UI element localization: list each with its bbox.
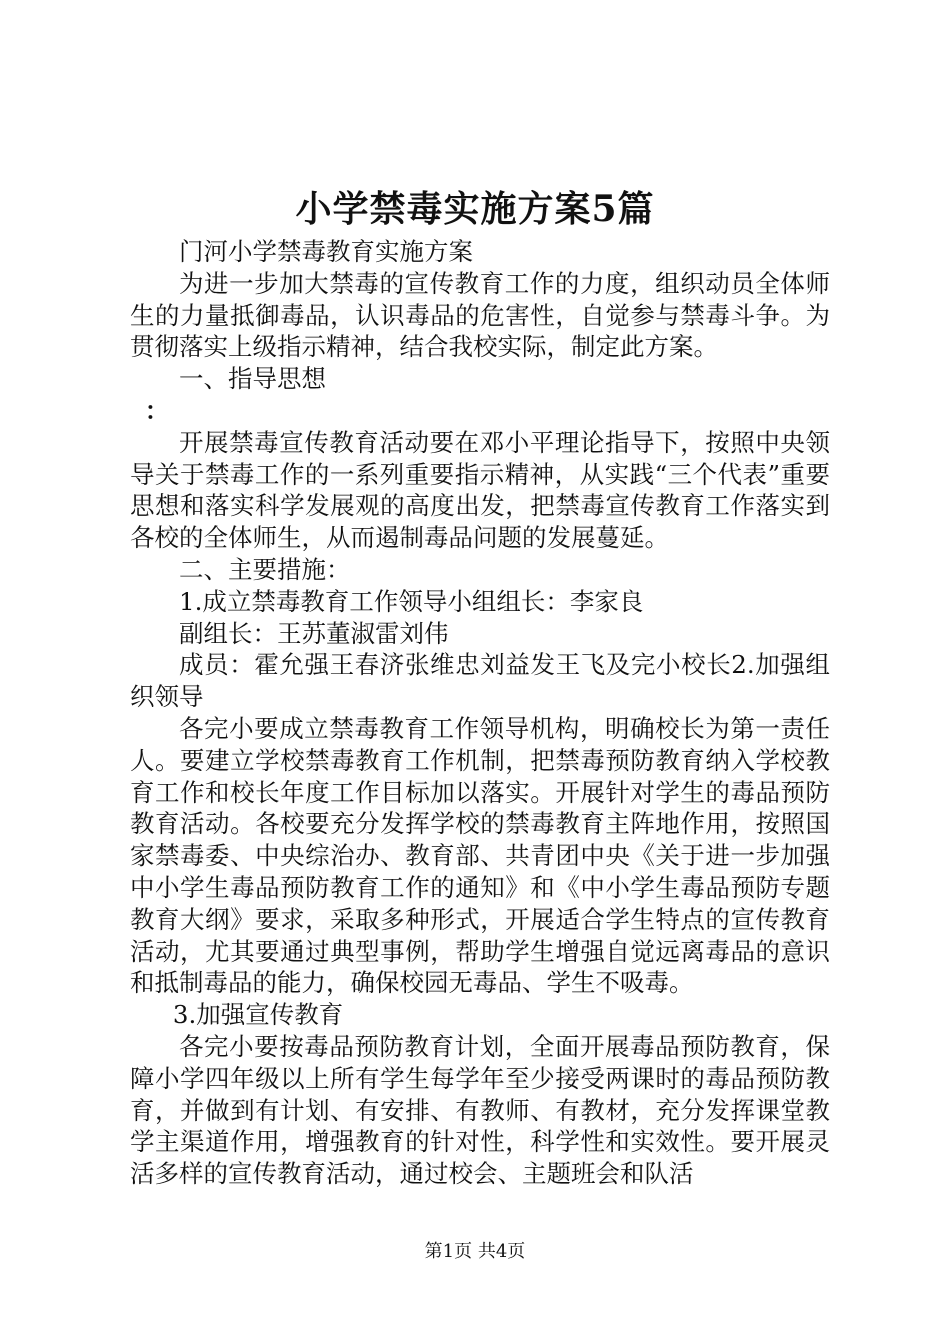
document-body	[130, 236, 830, 1190]
heading-guiding-thought: 一、指导思想	[179, 364, 326, 394]
page-footer: 第1页 共4页	[424, 1241, 526, 1262]
heading-main-measures: 二、主要措施：	[179, 554, 351, 584]
paragraph-colon: ：	[144, 395, 170, 425]
paragraph-deputy-leader: 副组长：王苏董淑雷刘伟	[179, 618, 449, 648]
paragraph-group-leader: 1.成立禁毒教育工作领导小组组长：李家良	[179, 586, 644, 616]
paragraph-intro: 为进一步加大禁毒的宣传教育工作的力度，组织动员全体师生的力量抵御毒品，认识毒品的危害性，自觉参与禁毒斗争。为贯彻落实上级指示精神，结合我校实际，制定此方案。	[130, 268, 830, 362]
paragraph-leadership: 各完小要成立禁毒教育工作领导机构，明确校长为第一责任人。要建立学校禁毒教育工作机制，把禁毒预防教育纳入学校教育工作和校长年度工作目标加以落实。开展针对学生的毒品预防教育活动。各校要充分发挥学校的禁毒教育主阵地作用，按照国家禁毒委、中央综治办、教育部、共青团中央《关于进一步加强中小学生毒品预防教育工作的通知》和《中小学生毒品预防专题教育大纲》要求，采取多种形式，开展适合学生特点的宣传教育活动，尤其要通过典型事例，帮助学生增强自觉远离毒品的意识和抵制毒品的能力，确保校园无毒品、学生不吸毒。	[130, 713, 830, 998]
paragraph-subtitle: 门河小学禁毒教育实施方案	[179, 237, 473, 266]
document-title: 小学禁毒实施方案5篇	[295, 188, 655, 230]
heading-publicity: 3.加强宣传教育	[172, 1000, 344, 1030]
paragraph-publicity: 各完小要按毒品预防教育计划，全面开展毒品预防教育，保障小学四年级以上所有学生每学年至少接受两课时的毒品预防教育，并做到有计划、有安排、有教师、有教材，充分发挥课堂教学主渠道作用，增强教育的针对性，科学性和实效性。要开展灵活多样的宣传教育活动，通过校会、主题班会和队活	[130, 1031, 830, 1189]
paragraph-members: 成员：霍允强王春济张维忠刘益发王飞及完小校长2.加强组织领导	[130, 650, 830, 712]
paragraph-guiding-content: 开展禁毒宣传教育活动要在邓小平理论指导下，按照中央领导关于禁毒工作的一系列重要指示精神，从实践“三个代表”重要思想和落实科学发展观的高度出发，把禁毒宣传教育工作落实到各校的全体师生，从而遏制毒品问题的发展蔓延。	[130, 427, 830, 553]
